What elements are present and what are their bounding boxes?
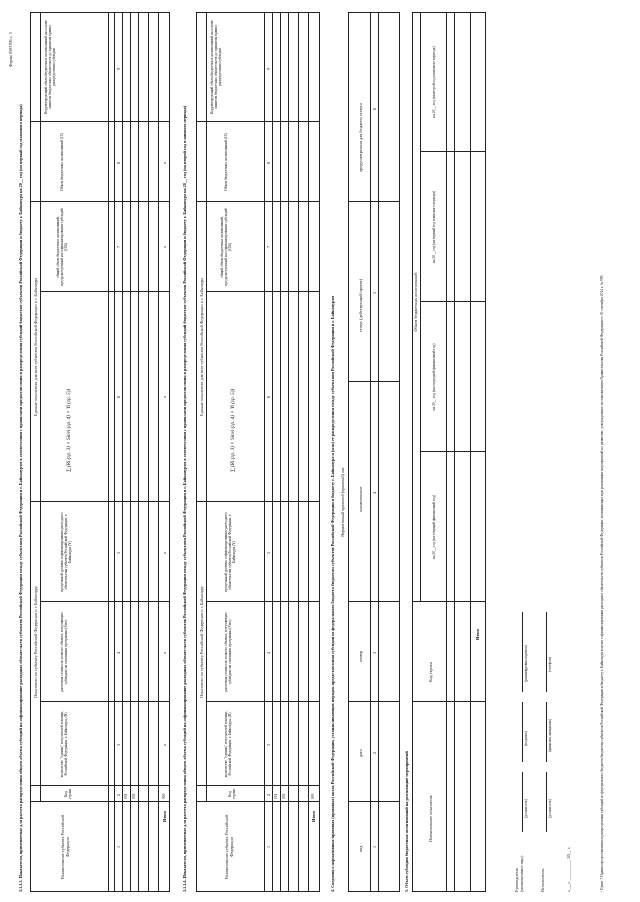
table-5 — [412, 12, 486, 892]
section-4-sub: Нормативный правовой (правовой) акт — [340, 467, 345, 537]
col-num: 6 — [372, 107, 377, 110]
table-3-1-4 — [196, 12, 320, 892]
col-num: 6 — [266, 395, 271, 398]
col-name-header: Наименование субъекта Российской Федерации — [60, 814, 70, 880]
section-3-1-3-title: 3.1.1.3. Показатели, применяемые для расчета распределения общего объема субсидий на софинансирование расходных обязательств субъектов Российской Федерации между субъектами Российской Федерации и г. Байконуром в соответствии с правилами предоставления и распределения субсидий бюджетам субъектов Российской Федерации и бюджету г. Байконура на 20__ год (на первый год планового периода) — [18, 104, 23, 892]
col-5-year-header: на 20__ год (на первый год планового периода) — [432, 190, 436, 264]
total-cell: x — [162, 395, 167, 398]
col-num: 6 — [116, 395, 121, 398]
col-num: 4 — [116, 651, 121, 654]
total-code: 900 — [162, 793, 166, 799]
col-4-header: наименование — [358, 486, 363, 512]
col-budget-header: Объем бюджетных ассигнований (CI) — [60, 133, 64, 191]
col-num: 5 — [266, 551, 271, 554]
sig-decode: (расшифровка подписи) — [524, 645, 528, 682]
total-label: Итого — [162, 810, 167, 822]
col-num: 4 — [266, 651, 271, 654]
col-num: 8 — [266, 161, 271, 164]
sig-head: Руководитель — [514, 867, 519, 892]
col-name-header: Наименование субъекта Российской Федерации — [224, 814, 234, 880]
group-shares-header: Единые показатели для всех субъектов Российской Федерации и г. Байконура — [199, 277, 204, 417]
col-num: 9 — [266, 67, 271, 70]
sig-executor: Исполнитель — [540, 868, 545, 892]
row-code: 001 — [274, 793, 278, 799]
total-cell: x — [162, 651, 167, 654]
col-code-header: Код строки — [64, 788, 73, 800]
group-indicators-header: Показатели по субъекту Российской Федерации и г. Байконуру — [33, 586, 38, 698]
group-indicators-header: Показатели по субъекту Российской Федерации и г. Байконуру — [199, 586, 204, 698]
col-num: 3 — [266, 743, 271, 746]
col-Y-header: предельный уровень софинансирования расходного обязательства субъекта Российской Федерации, г. Байконура (Y) — [60, 512, 73, 592]
footnote: ¹ Пункт 7 Правил предоставления и распределения субсидий из федерального бюджета бюджетам субъектов Российской Федерации и бюджету г. Байконура в целях софинансирования расходных обязательств субъектов Российской Федерации, возникающих при реализации мероприятий по развитию, утвержденных постановлением Правительства Российской Федерации от 30 сентября 2014 г. № 999. — [600, 274, 604, 892]
col-5-year-header: на 20__ год (на текущий финансовый год) — [432, 494, 436, 560]
total-cell: x — [162, 743, 167, 746]
col-num: 2 — [266, 793, 271, 796]
col-num: 1 — [372, 845, 377, 848]
row-code: 001 — [124, 793, 128, 799]
total-label: Итого — [311, 810, 316, 822]
sig-sign: (подпись) — [524, 731, 528, 746]
col-total-share-header: общий объем бюджетных ассигнований, предусмотренный на софинансирование субсидий (CDi) — [220, 208, 233, 286]
col-num: 3 — [116, 743, 121, 746]
formula-sum: ∑ (Ri (гр. 3) × Sinvi (гр. 4) × Yi (гр. 5)) — [230, 388, 236, 472]
section-5-title: 5. Объем субсидии бюджетных ассигнований на реализацию мероприятий — [404, 751, 409, 892]
col-num: 7 — [116, 245, 121, 248]
col-num: 9 — [116, 67, 121, 70]
section-3-1-4-title: 3.1.1.4. Показатели, применяемые для расчета распределения общего объема субсидий на софинансирование расходных обязательств субъектов Российской Федерации между субъектами Российской Федерации и г. Байконуром в соответствии с правилами предоставления и распределения субсидий бюджетам субъектов Российской Федерации и бюджету г. Байконура на 20__ год (на второй год планового периода) — [182, 105, 187, 892]
col-R-header: количество "единиц" получателей помощи, Российской Федерации, г. Байконура, (R) — [224, 710, 233, 778]
section-4-title: 4. Сведения о нормативных правовых (правовых) актах Российской Федерации, устанавливающих порядок предоставления субсидии из федерального бюджета бюджетам субъектов Российской Федерации и бюджету г. Байконура и (или) ее распределения между субъектами Российской Федерации и г. Байконуром — [330, 295, 335, 892]
col-num: 7 — [266, 245, 271, 248]
col-Y-header: предельный уровень софинансирования расходного обязательства субъекта Российской Федерации, г. Байконура (Y) — [224, 512, 237, 592]
sig-head-sub: (уполномоченное лицо) — [520, 855, 524, 892]
row-code: 002 — [282, 793, 286, 799]
col-5-year-header: на 20__ год (на очередной финансовый год) — [432, 343, 436, 411]
col-total-header: Корректирующий объем бюджетных ассигнований на основе лимитов бюджетных обязательств до принятия правил распределения субсидии — [210, 20, 223, 114]
col-Sinv-header: расчетная стоимость полного объекта, получающих субсидию на основании программы (Sinv) — [60, 612, 69, 692]
col-R-header: количество "единиц" получателей помощи, Российской Федерации, г. Байконура, (R) — [60, 710, 69, 778]
sig-position: (должность) — [524, 799, 528, 818]
total-cell: x — [162, 245, 167, 248]
col-total-share-header: общий объем бюджетных ассигнований, предусмотренный на софинансирование субсидий (CDi) — [56, 208, 69, 286]
col-4-header: предусмотренная для бюджета статуса — [358, 102, 363, 172]
col-4-header: дата — [358, 749, 363, 757]
row-code: 002 — [132, 793, 136, 799]
total-code: 900 — [311, 793, 315, 799]
table-4 — [348, 12, 400, 892]
col-5-code-header: Код строки — [428, 662, 433, 682]
sig-phone: (телефон) — [548, 656, 552, 672]
total-label: Итого — [475, 628, 480, 640]
col-num: 1 — [266, 845, 271, 848]
col-4-header: номер — [358, 651, 363, 662]
col-num: 2 — [372, 751, 377, 754]
col-num: 1 — [116, 845, 121, 848]
col-num: 3 — [372, 651, 377, 654]
col-5-year-header: на 20__ год (на второй год планового периода) — [432, 46, 436, 118]
col-num: 8 — [116, 161, 121, 164]
col-num: 5 — [372, 291, 377, 294]
total-cell: x — [162, 551, 167, 554]
formula-sum: ∑ (Ri (гр. 3) × Sinvi (гр. 4) × Yi (гр. 5)) — [66, 388, 72, 472]
col-code-header: Код строки — [228, 788, 237, 800]
col-num: 2 — [116, 793, 121, 796]
col-total-header: Корректирующий объем бюджетных ассигнований на основе лимитов бюджетных обязательств до принятия правил распределения субсидии — [44, 20, 57, 114]
col-5-name-header: Наименование показателя — [428, 795, 433, 842]
col-Sinv-header: расчетная стоимость полного объекта, получающих субсидию на основании программы (Sinv) — [224, 612, 233, 692]
col-5-group-header: Объем бюджетных ассигнований — [413, 272, 418, 332]
sig-date: «___» __________ 20__ г. — [566, 846, 571, 892]
col-num: 5 — [116, 551, 121, 554]
col-num: 4 — [372, 491, 377, 494]
total-cell: x — [162, 161, 167, 164]
sig-position-2: (должность) — [548, 799, 552, 818]
form-number: Форма 0503706 с. 3 — [8, 32, 13, 67]
col-4-header: вид — [358, 845, 363, 852]
table-3-1-3 — [30, 12, 170, 892]
sig-fio: (фамилия, инициалы) — [548, 718, 552, 752]
col-budget-header: Объем бюджетных ассигнований (CI) — [224, 133, 228, 191]
col-4-header: статус (действующий/проект) — [358, 278, 363, 332]
group-shares-header: Единые показатели для всех субъектов Российской Федерации и г. Байконура — [33, 277, 38, 417]
